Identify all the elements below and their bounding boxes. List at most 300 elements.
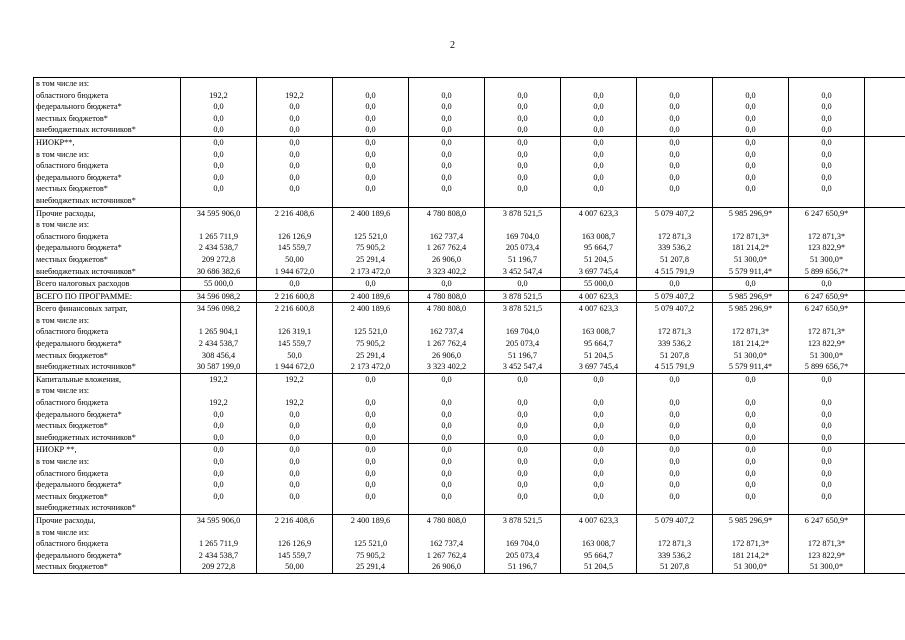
value: 0,0 <box>821 398 832 408</box>
table-row <box>34 444 905 515</box>
row-label: в том числе из: <box>36 386 90 396</box>
value: 0,0 <box>289 172 300 182</box>
value <box>409 502 484 514</box>
value: 0,0 <box>213 445 224 455</box>
value: 0,0 <box>821 374 832 384</box>
value: 192,2 <box>209 374 228 384</box>
value: 0,0 <box>669 374 680 384</box>
value: 0,0 <box>593 125 604 135</box>
value: 0,0 <box>517 161 528 171</box>
value: 95 664,7 <box>583 339 614 349</box>
value: 51 196,7 <box>507 350 538 360</box>
value: 51 196,7 <box>507 562 538 572</box>
value: 0,0 <box>289 184 300 194</box>
value-cell <box>181 303 257 374</box>
value: 0,0 <box>441 279 452 289</box>
value-cell <box>333 78 409 137</box>
value: 0,0 <box>213 184 224 194</box>
value: 0,0 <box>745 445 756 455</box>
value-cell <box>257 514 333 573</box>
value <box>789 527 864 539</box>
value: 2 216 408,6 <box>274 515 315 525</box>
value <box>257 195 332 207</box>
value <box>257 315 332 327</box>
empty-cell <box>865 303 905 374</box>
value <box>257 527 332 539</box>
value: 0,0 <box>289 491 300 501</box>
value: 0,0 <box>821 90 832 100</box>
value: 0,0 <box>745 125 756 135</box>
value: 0,0 <box>517 172 528 182</box>
row-label: внебюджетных источников* <box>36 266 136 276</box>
value: 55 000,0 <box>203 279 234 289</box>
value: 34 595 906,0 <box>196 208 241 218</box>
value: 0,0 <box>593 90 604 100</box>
value-cell <box>789 444 865 515</box>
table-row <box>34 78 905 137</box>
value-cell <box>333 303 409 374</box>
value: 5 985 296,9* <box>728 304 773 314</box>
row-label: внебюджетных источников* <box>36 125 136 135</box>
value <box>333 195 408 207</box>
value: 1 265 711,9 <box>198 231 239 241</box>
value: 0,0 <box>745 184 756 194</box>
value: 339 536,2 <box>657 339 692 349</box>
value: 5 079 407,2 <box>654 515 695 525</box>
value: 0,0 <box>669 113 680 123</box>
value: 0,0 <box>441 125 452 135</box>
value: 0,0 <box>213 149 224 159</box>
value: 4 515 791,9 <box>654 362 695 372</box>
value: 50,00 <box>285 562 304 572</box>
row-label: Прочие расходы, <box>36 515 96 525</box>
value: 172 871,3* <box>731 327 770 337</box>
value: 34 595 906,0 <box>196 515 241 525</box>
value: 126 319,1 <box>277 327 312 337</box>
empty-cell <box>865 136 905 207</box>
value: 0,0 <box>289 102 300 112</box>
value: 6 247 650,9* <box>804 304 849 314</box>
value: 2 173 472,0 <box>350 362 391 372</box>
value: 51 300,0* <box>733 562 768 572</box>
value: 34 596 098,2 <box>196 304 241 314</box>
value-cell <box>485 78 561 137</box>
value <box>561 502 636 514</box>
value: 0,0 <box>593 172 604 182</box>
value: 0,0 <box>517 468 528 478</box>
value <box>485 502 560 514</box>
value: 163 008,7 <box>581 231 616 241</box>
value: 0,0 <box>441 445 452 455</box>
row-label-cell <box>34 278 181 291</box>
value <box>181 385 256 397</box>
row-label: местных бюджетов* <box>36 421 108 431</box>
row-label: областного бюджета <box>36 231 109 241</box>
empty-cell <box>865 290 905 303</box>
value: 2 434 538,7 <box>198 243 239 253</box>
row-label: федерального бюджета* <box>36 243 122 253</box>
value: 0,0 <box>213 409 224 419</box>
value: 0,0 <box>669 125 680 135</box>
value: 0,0 <box>289 149 300 159</box>
value: 0,0 <box>821 102 832 112</box>
value: 0,0 <box>593 149 604 159</box>
value: 0,0 <box>669 161 680 171</box>
value <box>561 315 636 327</box>
value-cell <box>333 136 409 207</box>
value: 0,0 <box>365 125 376 135</box>
value: 4 780 808,0 <box>426 208 467 218</box>
value-cell <box>789 290 865 303</box>
value-cell <box>257 444 333 515</box>
value: 0,0 <box>289 468 300 478</box>
value: 0,0 <box>517 480 528 490</box>
value: 0,0 <box>517 125 528 135</box>
value: 5 985 296,9* <box>728 208 773 218</box>
value: 0,0 <box>441 468 452 478</box>
value: 0,0 <box>213 125 224 135</box>
value-cell <box>713 78 789 137</box>
empty-cell <box>865 444 905 515</box>
value <box>561 527 636 539</box>
value: 205 073,4 <box>505 339 540 349</box>
value: 0,0 <box>593 432 604 442</box>
value: 2 400 189,6 <box>350 291 391 301</box>
value: 3 878 521,5 <box>502 304 543 314</box>
value: 0,0 <box>821 421 832 431</box>
value: 0,0 <box>517 409 528 419</box>
value-cell <box>181 278 257 291</box>
value: 4 780 808,0 <box>426 291 467 301</box>
value: 172 871,3* <box>731 231 770 241</box>
value: 0,0 <box>669 184 680 194</box>
value-cell <box>637 373 713 444</box>
value: 55 000,0 <box>583 279 614 289</box>
value: 5 899 656,7* <box>804 266 849 276</box>
value <box>637 195 712 207</box>
row-label: Капитальные вложения, <box>36 374 122 384</box>
value <box>561 78 636 90</box>
value-cell <box>485 207 561 278</box>
value <box>485 527 560 539</box>
value-cell <box>333 207 409 278</box>
value: 163 008,7 <box>581 539 616 549</box>
value <box>561 195 636 207</box>
value: 95 664,7 <box>583 550 614 560</box>
value <box>409 315 484 327</box>
value: 3 697 745,4 <box>578 362 619 372</box>
value: 0,0 <box>745 432 756 442</box>
value: 3 323 402,2 <box>426 266 467 276</box>
row-label: внебюджетных источников* <box>36 432 136 442</box>
value: 0,0 <box>821 491 832 501</box>
value: 4 007 623,3 <box>578 304 619 314</box>
value <box>637 78 712 90</box>
value: 162 737,4 <box>429 327 464 337</box>
value: 0,0 <box>593 184 604 194</box>
row-label-cell <box>34 373 181 444</box>
value: 0,0 <box>517 102 528 112</box>
value <box>409 219 484 231</box>
value <box>637 502 712 514</box>
value: 181 214,2* <box>731 339 770 349</box>
value-cell <box>713 207 789 278</box>
value: 145 559,7 <box>277 243 312 253</box>
value: 1 944 672,0 <box>274 266 315 276</box>
value-cell <box>789 136 865 207</box>
value: 3 452 547,4 <box>502 266 543 276</box>
value: 0,0 <box>669 172 680 182</box>
value: 0,0 <box>289 409 300 419</box>
value <box>789 502 864 514</box>
value-cell <box>637 290 713 303</box>
value: 51 196,7 <box>507 254 538 264</box>
table-row <box>34 278 905 291</box>
row-label: в том числе из: <box>36 457 90 466</box>
value: 0,0 <box>821 445 832 455</box>
value: 0,0 <box>441 432 452 442</box>
row-label: в том числе из: <box>36 149 90 159</box>
value: 51 204,5 <box>583 562 614 572</box>
value-cell <box>409 78 485 137</box>
value: 0,0 <box>669 457 680 466</box>
value: 0,0 <box>517 445 528 455</box>
empty-cell <box>865 78 905 137</box>
value <box>485 219 560 231</box>
value: 145 559,7 <box>277 339 312 349</box>
value: 5 899 656,7* <box>804 362 849 372</box>
value <box>409 78 484 90</box>
value: 0,0 <box>517 137 528 147</box>
row-label: федерального бюджета* <box>36 409 122 419</box>
value: 25 291,4 <box>355 350 386 360</box>
value: 0,0 <box>669 137 680 147</box>
value: 145 559,7 <box>277 550 312 560</box>
value: 209 272,8 <box>201 254 236 264</box>
value: 0,0 <box>517 90 528 100</box>
value: 192,2 <box>209 398 228 408</box>
value: 51 207,8 <box>659 562 690 572</box>
value-cell <box>409 303 485 374</box>
value: 4 007 623,3 <box>578 291 619 301</box>
value-cell <box>789 278 865 291</box>
value: 3 697 745,4 <box>578 266 619 276</box>
value: 5 079 407,2 <box>654 304 695 314</box>
value <box>333 527 408 539</box>
value: 4 780 808,0 <box>426 304 467 314</box>
value-cell <box>637 444 713 515</box>
value: 0,0 <box>441 421 452 431</box>
value-cell <box>333 290 409 303</box>
value: 30 686 382,6 <box>196 266 241 276</box>
value <box>409 195 484 207</box>
value: 34 596 098,2 <box>196 291 241 301</box>
value: 0,0 <box>821 468 832 478</box>
row-label: областного бюджета <box>36 90 109 100</box>
value-cell <box>561 278 637 291</box>
row-label: местных бюджетов* <box>36 562 108 572</box>
value-cell <box>485 514 561 573</box>
value: 0,0 <box>821 125 832 135</box>
value: 0,0 <box>745 398 756 408</box>
value: 75 905,2 <box>355 550 386 560</box>
value-cell <box>561 444 637 515</box>
value: 0,0 <box>669 421 680 431</box>
value: 51 300,0* <box>809 562 844 572</box>
value: 51 204,5 <box>583 350 614 360</box>
row-label: федерального бюджета* <box>36 480 122 490</box>
row-label-cell <box>34 514 181 573</box>
value-cell <box>409 278 485 291</box>
value: 2 434 538,7 <box>198 339 239 349</box>
row-label: местных бюджетов* <box>36 184 108 194</box>
value: 3 323 402,2 <box>426 362 467 372</box>
value: 0,0 <box>289 445 300 455</box>
value: 0,0 <box>669 480 680 490</box>
value: 0,0 <box>745 161 756 171</box>
value: 0,0 <box>745 90 756 100</box>
value: 51 300,0* <box>809 350 844 360</box>
value-cell <box>637 303 713 374</box>
value <box>713 385 788 397</box>
value: 3 878 521,5 <box>502 208 543 218</box>
value <box>257 219 332 231</box>
budget-table <box>33 77 905 574</box>
value <box>181 502 256 514</box>
row-label: местных бюджетов* <box>36 254 108 264</box>
value <box>637 315 712 327</box>
table-row <box>34 136 905 207</box>
row-label: внебюджетных источников* <box>36 503 136 513</box>
value: 125 521,0 <box>353 231 388 241</box>
value: 0,0 <box>213 457 224 466</box>
row-label: НИОКР**, <box>36 137 75 147</box>
value: 172 871,3* <box>807 231 846 241</box>
value: 0,0 <box>593 137 604 147</box>
value: 1 267 762,4 <box>426 339 467 349</box>
value-cell <box>713 373 789 444</box>
value: 0,0 <box>213 491 224 501</box>
value: 0,0 <box>517 421 528 431</box>
value: 0,0 <box>289 113 300 123</box>
value: 192,2 <box>285 90 304 100</box>
row-label: областного бюджета <box>36 161 109 171</box>
value: 0,0 <box>213 102 224 112</box>
value <box>713 527 788 539</box>
value <box>181 219 256 231</box>
value-cell <box>257 136 333 207</box>
value <box>713 502 788 514</box>
value: 4 515 791,9 <box>654 266 695 276</box>
value: 0,0 <box>441 398 452 408</box>
value <box>789 315 864 327</box>
empty-cell <box>865 278 905 291</box>
empty-cell <box>865 373 905 444</box>
row-label: местных бюджетов* <box>36 491 108 501</box>
value: 0,0 <box>745 137 756 147</box>
value-cell <box>409 373 485 444</box>
value: 0,0 <box>593 113 604 123</box>
value: 50,0 <box>287 350 302 360</box>
value-cell <box>637 78 713 137</box>
value-cell <box>409 444 485 515</box>
value: 0,0 <box>365 172 376 182</box>
value-cell <box>561 514 637 573</box>
value: 0,0 <box>669 102 680 112</box>
value <box>181 195 256 207</box>
value: 0,0 <box>517 149 528 159</box>
value <box>181 78 256 90</box>
value <box>789 219 864 231</box>
value <box>333 78 408 90</box>
value-cell <box>713 444 789 515</box>
value: 0,0 <box>745 491 756 501</box>
value-cell <box>409 136 485 207</box>
value <box>333 502 408 514</box>
value-cell <box>333 514 409 573</box>
value: 25 291,4 <box>355 562 386 572</box>
value-cell <box>333 278 409 291</box>
value: 0,0 <box>745 113 756 123</box>
value: 0,0 <box>441 172 452 182</box>
value: 162 737,4 <box>429 539 464 549</box>
value <box>485 315 560 327</box>
value: 339 536,2 <box>657 550 692 560</box>
value: 0,0 <box>213 421 224 431</box>
value-cell <box>485 303 561 374</box>
row-label-cell <box>34 444 181 515</box>
value: 125 521,0 <box>353 539 388 549</box>
value <box>637 385 712 397</box>
value-cell <box>561 290 637 303</box>
value-cell <box>257 278 333 291</box>
value: 192,2 <box>285 398 304 408</box>
value <box>409 527 484 539</box>
value: 0,0 <box>669 432 680 442</box>
value: 0,0 <box>745 374 756 384</box>
value: 0,0 <box>669 149 680 159</box>
value-cell <box>789 207 865 278</box>
row-label: в том числе из: <box>36 315 90 325</box>
value: 0,0 <box>745 279 756 289</box>
value: 0,0 <box>213 432 224 442</box>
row-label: Всего финансовых затрат, <box>36 304 128 314</box>
value: 0,0 <box>593 445 604 455</box>
value: 0,0 <box>517 432 528 442</box>
value: 0,0 <box>745 172 756 182</box>
value: 0,0 <box>745 457 756 466</box>
value: 0,0 <box>365 398 376 408</box>
value: 0,0 <box>289 279 300 289</box>
value: 51 207,8 <box>659 254 690 264</box>
row-label: в том числе из: <box>36 527 90 537</box>
row-label: областного бюджета <box>36 468 109 478</box>
value: 5 985 296,9* <box>728 291 773 301</box>
value-cell <box>333 444 409 515</box>
table-row <box>34 303 905 374</box>
value: 26 906,0 <box>431 350 462 360</box>
value: 5 985 296,9* <box>728 515 773 525</box>
row-label-cell <box>34 78 181 137</box>
value: 0,0 <box>593 374 604 384</box>
row-label: областного бюджета <box>36 539 109 549</box>
value: 0,0 <box>441 161 452 171</box>
value: 6 247 650,9* <box>804 291 849 301</box>
value-cell <box>181 444 257 515</box>
value: 0,0 <box>289 421 300 431</box>
value: 0,0 <box>441 90 452 100</box>
value: 0,0 <box>365 468 376 478</box>
